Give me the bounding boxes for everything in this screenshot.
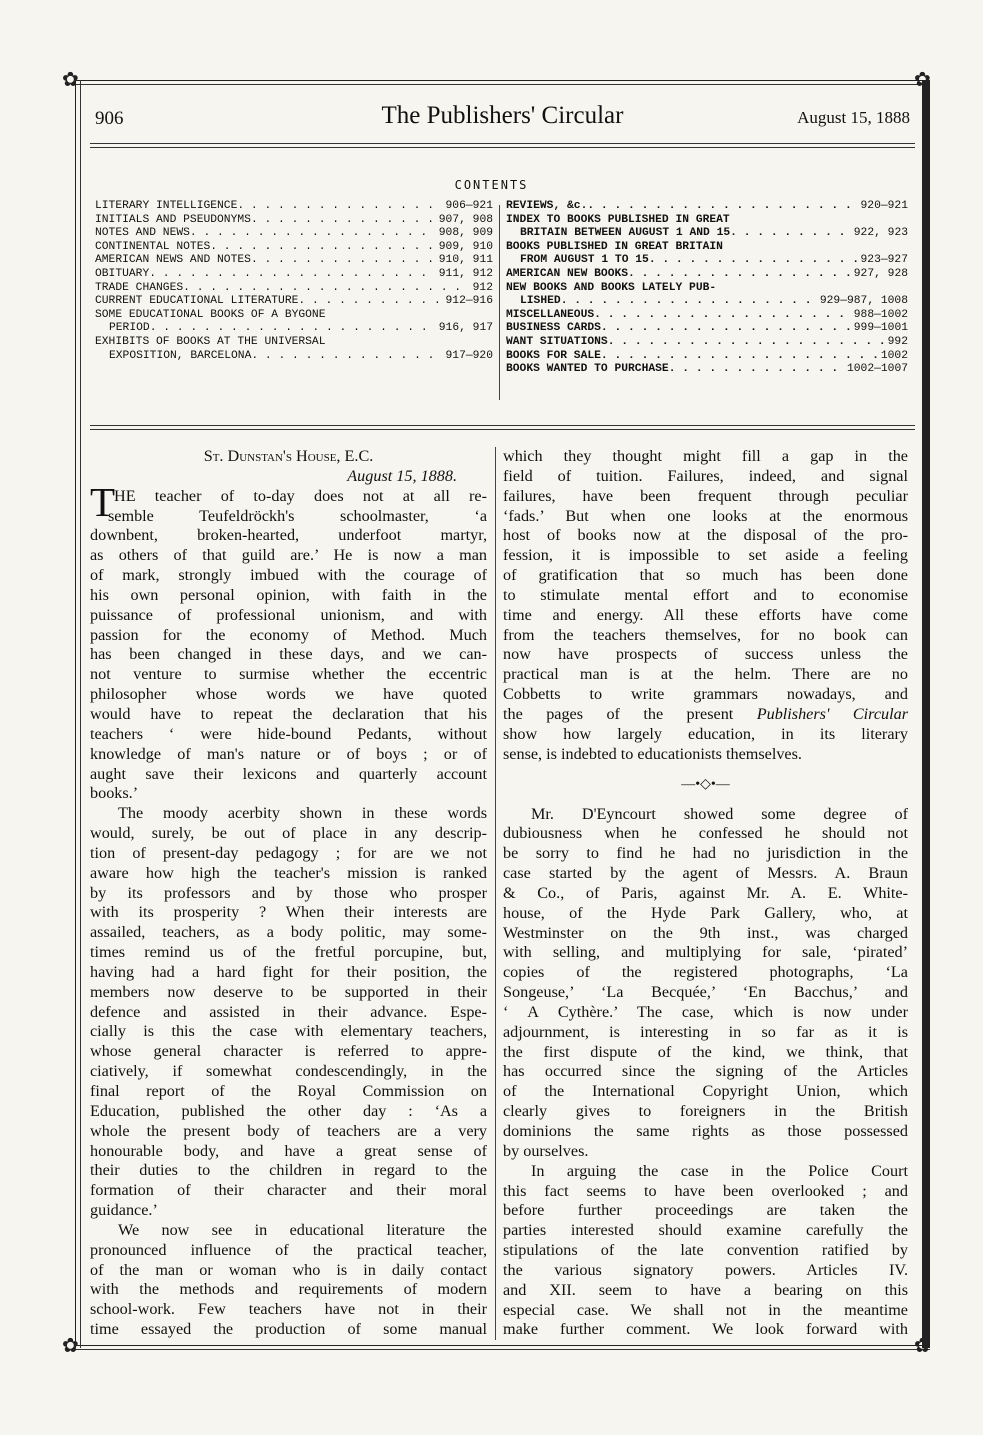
text-line: field of tuition. Failures, indeed, and signal — [503, 466, 908, 485]
text-line: knowledge of man's nature or of boys ; or of — [90, 744, 487, 763]
text-line: by ourselves. — [503, 1141, 589, 1160]
dot-leader — [587, 200, 857, 214]
text-line: the pages of the present Publishers' Circular — [503, 704, 908, 723]
dot-leader — [730, 214, 905, 228]
contents-right-column — [506, 200, 908, 377]
text-line: parties interested should examine carefully the — [503, 1221, 908, 1240]
contents-entry-pages: 988—1002 — [853, 308, 908, 321]
article-right-column — [503, 447, 908, 1340]
text-line: Songeuse,’ ‘La Becquée,’ ‘En Bacchus,’ and — [503, 983, 908, 1002]
dot-leader — [298, 295, 442, 309]
text-line: puissance of professional unionism, and with — [90, 605, 487, 624]
dot-leader — [730, 227, 851, 241]
drop-cap: T — [90, 479, 116, 525]
text-line: ciatively, if somewhat condescendingly, in the — [90, 1062, 487, 1081]
text-line: with selling, and multiplying for sale, ‘pirated’ — [503, 943, 908, 962]
contents-entry-label: NEW BOOKS AND BOOKS LATELY PUB- — [506, 281, 717, 294]
contents-heading: CONTENTS — [454, 178, 529, 192]
page-header — [95, 102, 910, 136]
contents-entry-label: TRADE CHANGES — [95, 281, 184, 294]
contents-entry-pages: 909, 910 — [438, 240, 493, 253]
text-line: from the teachers themselves, for no book can — [503, 625, 908, 644]
contents-entry — [95, 336, 493, 350]
contents-entry-pages: 908, 909 — [438, 227, 493, 240]
contents-entry-label: SOME EDUCATIONAL BOOKS OF A BYGONE — [95, 308, 326, 321]
contents-entry-pages: 923—927 — [860, 254, 908, 267]
contents-entry-pages: 912 — [472, 281, 493, 294]
corner-ornament-icon: ✿ — [62, 1335, 79, 1357]
contents-entry-label: EXPOSITION, BARCELONA — [109, 349, 252, 362]
text-line: his own personal opinion, with faith in the — [90, 585, 487, 604]
dot-leader — [150, 322, 436, 336]
contents-entry-label: CONTINENTAL NOTES — [95, 240, 211, 253]
dot-leader — [326, 309, 491, 323]
text-line: ‘ A Cythère.’ The case, which is now under — [503, 1002, 908, 1021]
contents-entry-pages: 917—920 — [445, 349, 493, 362]
text-line: the first dispute of the kind, we think, that — [503, 1042, 908, 1061]
text-line: having had a hard fight for their position, the — [90, 962, 487, 981]
text-line: defence and assisted in their advance. Espe- — [90, 1002, 487, 1021]
article-left-column — [90, 447, 487, 1340]
contents-entry-label: LISHED — [520, 295, 561, 308]
contents-entry-label: OBITUARY — [95, 267, 150, 280]
contents-entry-label: AMERICAN NEW BOOKS — [506, 267, 629, 280]
corner-ornament-icon: ✿ — [914, 1335, 931, 1357]
column-divider — [495, 447, 496, 1340]
contents-entry-pages — [905, 241, 908, 255]
dateline-place: St. Dunstan's House, E.C. — [203, 447, 374, 465]
contents-entry-pages: 916, 917 — [438, 322, 493, 335]
contents-entry — [506, 350, 908, 364]
text-line: assailed, teachers, as a body politic, may some- — [90, 923, 487, 942]
contents-entry — [95, 214, 493, 228]
contents-entry-label: MISCELLANEOUS — [506, 308, 595, 321]
frame-left-rule — [75, 80, 81, 1348]
contents-entry — [506, 363, 908, 377]
text-line: time and energy. All these efforts have come — [503, 605, 908, 624]
contents-entry — [95, 322, 493, 336]
contents-entry — [506, 241, 908, 255]
text-line: be sorry to find he had no jurisdiction in the — [503, 844, 908, 863]
contents-entry — [95, 241, 493, 255]
contents-entry-pages — [905, 282, 908, 296]
contents-entry — [506, 227, 908, 241]
text-line: host of books now at the disposal of the pro- — [503, 526, 908, 545]
contents-entry-pages: 907, 908 — [438, 213, 493, 226]
text-line: semble Teufeldröckh's schoolmaster, ‘a — [108, 506, 487, 525]
contents-entry-label: CURRENT EDUCATIONAL LITERATURE — [95, 295, 299, 308]
text-line: of mark, strongly imbued with the courage of — [90, 566, 487, 585]
dot-leader — [149, 268, 436, 282]
text-line: formation of their character and their moral — [90, 1181, 487, 1200]
section-separator-ornament: —•◇•— — [681, 776, 730, 792]
corner-ornament-icon: ✿ — [62, 69, 79, 91]
contents-entry-pages: 906—921 — [445, 200, 493, 212]
contents-entry — [95, 295, 493, 309]
dot-leader — [649, 254, 858, 268]
contents-entry-label: BRITAIN BETWEEN AUGUST 1 AND 15 — [520, 227, 731, 240]
contents-entry-pages — [905, 214, 908, 228]
text-line: to stimulate mental effort and to economise — [503, 585, 908, 604]
contents-entry-pages — [490, 336, 493, 350]
text-line: this fact seems to have been overlooked ; and — [503, 1181, 908, 1200]
contents-entry — [95, 268, 493, 282]
text-line: with the methods and requirements of modern — [90, 1280, 487, 1299]
contents-entry — [506, 254, 908, 268]
dot-leader — [601, 350, 878, 364]
text-line: not venture to surmise whether the eccentric — [90, 665, 487, 684]
text-line: philosopher whose words we have quoted — [90, 685, 487, 704]
contents-entry-label: PERIOD — [109, 322, 150, 335]
contents-entry-label: INITIALS AND PSEUDONYMS — [95, 213, 251, 226]
contents-entry — [506, 295, 908, 309]
contents-entry-pages: 920—921 — [860, 200, 908, 212]
dot-leader — [251, 214, 436, 228]
text-line: teachers ‘ were hide-bound Pedants, without — [90, 724, 487, 743]
text-line: Cobbetts to write grammars nowadays, and — [503, 685, 908, 704]
contents-entry-pages: 911, 912 — [438, 267, 493, 280]
text-line: dominions the same rights as those possessed — [503, 1122, 908, 1140]
contents-entry — [506, 214, 908, 228]
dot-leader — [326, 336, 491, 350]
text-line: now have prospects of success unless the — [503, 645, 908, 664]
text-line: of the man or woman who is in daily contact — [90, 1260, 487, 1279]
contents-entry-pages: 929—987, 1008 — [819, 295, 908, 308]
text-line: Education, published the other day : ‘As a — [90, 1101, 487, 1120]
text-line: passion for the economy of Method. Much — [90, 625, 487, 644]
text-line: Westminster on the 9th inst., was charged — [503, 923, 908, 942]
contents-entry-label: LITERARY INTELLIGENCE — [95, 200, 238, 212]
text-line: and XII. seem to have a bearing on this — [503, 1280, 908, 1299]
text-line: failures, have been frequent through peculiar — [503, 486, 908, 505]
text-line: house, of the Hyde Park Gallery, who, at — [503, 903, 908, 922]
dot-leader — [716, 282, 905, 296]
text-line: especial case. We shall not in the meantime — [503, 1300, 908, 1319]
contents-entry — [506, 336, 908, 350]
contents-entry-label: WANT SITUATIONS — [506, 335, 608, 348]
text-line: has been changed in these days, and we can- — [90, 645, 487, 664]
text-line: aught save their lexicons and quarterly account — [90, 764, 487, 783]
text-line: In arguing the case in the Police Court — [531, 1161, 908, 1180]
issue-date: August 15, 1888 — [797, 108, 910, 127]
dateline-date: August 15, 1888. — [347, 466, 457, 485]
text-line: the various signatory powers. Articles IV. — [503, 1260, 908, 1279]
text-line: their duties to the children in regard to the — [90, 1161, 487, 1180]
contents-entry-pages — [490, 309, 493, 323]
contents-divider — [499, 205, 500, 400]
dot-leader — [723, 241, 905, 255]
text-line: has occurred since the signing of the Articles — [503, 1062, 908, 1081]
text-line: practical man is at the helm. There are no — [503, 665, 908, 684]
text-line: members now deserve to be supported in their — [90, 982, 487, 1001]
frame-bottom-rule — [75, 1345, 930, 1346]
dot-leader — [669, 363, 844, 377]
dot-leader — [237, 200, 442, 214]
dot-leader — [190, 227, 436, 241]
contents-entry-label: BOOKS PUBLISHED IN GREAT BRITAIN — [506, 240, 723, 253]
text-line: The moody acerbity shown in these words — [118, 804, 487, 823]
dot-leader — [594, 309, 851, 323]
contents-entry-pages: 1002 — [880, 349, 908, 362]
contents-entry-label: AMERICAN NEWS AND NOTES — [95, 254, 251, 267]
corner-ornament-icon: ✿ — [914, 69, 931, 91]
dot-leader — [561, 295, 817, 309]
text-line: would, surely, be out of place in any descrip- — [90, 824, 487, 843]
contents-entry-label: FROM AUGUST 1 TO 15 — [520, 254, 649, 267]
frame-right-bar — [922, 80, 930, 1348]
text-line: whose general character is referred to appre- — [90, 1042, 487, 1061]
text-line: school-work. Few teachers have not in their — [90, 1300, 487, 1319]
text-line: of gratification that so much has been done — [503, 566, 908, 585]
text-line: with its prosperity ? When their interests are — [90, 903, 487, 922]
text-line: which they thought might fill a gap in the — [503, 447, 908, 465]
text-line: sense, is indebted to educationists themselves. — [503, 744, 802, 763]
text-line: by its professors and by those who prosper — [90, 883, 487, 902]
contents-entry-pages: 912—916 — [445, 295, 493, 308]
contents-entry-pages: 992 — [887, 335, 908, 348]
contents-entry-pages: 910, 911 — [438, 254, 493, 267]
text-line: case started by the agent of Messrs. A. Braun — [503, 864, 908, 883]
text-line: show how largely education, in its literary — [503, 724, 908, 743]
dot-leader — [210, 241, 436, 255]
contents-entry — [506, 200, 908, 214]
contents-rule — [90, 425, 915, 426]
text-line: times remind us of the fretful porcupine, but, — [90, 943, 487, 962]
contents-entry-label: BUSINESS CARDS — [506, 322, 601, 335]
contents-entry — [506, 322, 908, 336]
text-line: dubiousness when he confessed he should not — [503, 824, 908, 843]
dot-leader — [608, 336, 885, 350]
text-line: & Co., of Paris, against Mr. A. E. White- — [503, 883, 908, 902]
dot-leader — [251, 350, 442, 364]
text-line: cially is this the case with elementary teachers, — [90, 1022, 487, 1041]
text-line: pronounced influence of the practical teacher, — [90, 1240, 487, 1259]
contents-entry-label: BOOKS WANTED TO PURCHASE — [506, 363, 669, 376]
contents-entry — [506, 268, 908, 282]
contents-entry — [95, 350, 493, 364]
text-line: final report of the Royal Commission on — [90, 1082, 487, 1100]
text-line: We now see in educational literature the — [118, 1220, 487, 1239]
contents-entry — [95, 254, 493, 268]
text-line: HE teacher of to-day does not at all re- — [114, 486, 487, 505]
text-line: whole the present body of teachers are a very — [90, 1121, 487, 1140]
dot-leader — [601, 322, 851, 336]
text-line: honourable body, and have a great sense of — [90, 1141, 487, 1160]
contents-entry — [95, 282, 493, 296]
frame-top-rule — [75, 80, 930, 81]
text-line: before further proceedings are taken the — [503, 1201, 908, 1220]
text-line: guidance.’ — [90, 1201, 158, 1220]
contents-entry-label: BOOKS FOR SALE — [506, 349, 601, 362]
header-rule — [90, 143, 915, 144]
text-line: as others of that guild are.’ He is now a man — [90, 546, 487, 565]
dot-leader — [251, 254, 436, 268]
page-number: 906 — [95, 108, 124, 129]
contents-entry-pages: 1002—1007 — [846, 363, 908, 376]
text-line: adjournment, is interesting in so far as it is — [503, 1022, 908, 1041]
text-line: of the International Copyright Union, which — [503, 1082, 908, 1101]
contents-entry-label: REVIEWS, &c. — [506, 200, 588, 212]
contents-entry — [95, 227, 493, 241]
text-line: would have to repeat the declaration that his — [90, 704, 487, 723]
contents-entry — [506, 282, 908, 296]
contents-entry-label: NOTES AND NEWS — [95, 227, 190, 240]
text-line: clearly gives to foreigners in the British — [503, 1102, 908, 1121]
contents-entry-pages: 922, 923 — [853, 227, 908, 240]
text-line: time essayed the production of some manual — [90, 1320, 487, 1339]
contents-entry — [95, 309, 493, 323]
text-line: ‘fads.’ But when one looks at the enormous — [503, 506, 908, 525]
contents-entry-pages: 927, 928 — [853, 267, 908, 280]
dot-leader — [628, 268, 851, 282]
contents-entry-label: EXHIBITS OF BOOKS AT THE UNIVERSAL — [95, 335, 326, 348]
text-line: Mr. D'Eyncourt showed some degree of — [531, 804, 908, 823]
dot-leader — [183, 282, 470, 296]
text-line: tion of present-day pedagogy ; for are we not — [90, 843, 487, 862]
contents-entry-label: INDEX TO BOOKS PUBLISHED IN GREAT — [506, 213, 730, 226]
text-line: fession, it is impossible to set aside a feeling — [503, 546, 908, 565]
text-line: make further comment. We look forward with — [503, 1320, 908, 1339]
text-line: books.’ — [90, 784, 139, 803]
publication-title: The Publishers' Circular — [381, 102, 624, 129]
contents-entry — [506, 309, 908, 323]
contents-entry — [95, 200, 493, 214]
contents-entry-pages: 999—1001 — [853, 322, 908, 335]
text-line: stipulations of the late convention ratified by — [503, 1241, 908, 1260]
text-line: copies of the registered photographs, ‘La — [503, 963, 908, 982]
contents-left-column — [95, 200, 493, 363]
text-line: aware how high the teacher's mission is ranked — [90, 863, 487, 882]
text-line: downbent, broken-hearted, underfoot martyr, — [90, 526, 487, 545]
